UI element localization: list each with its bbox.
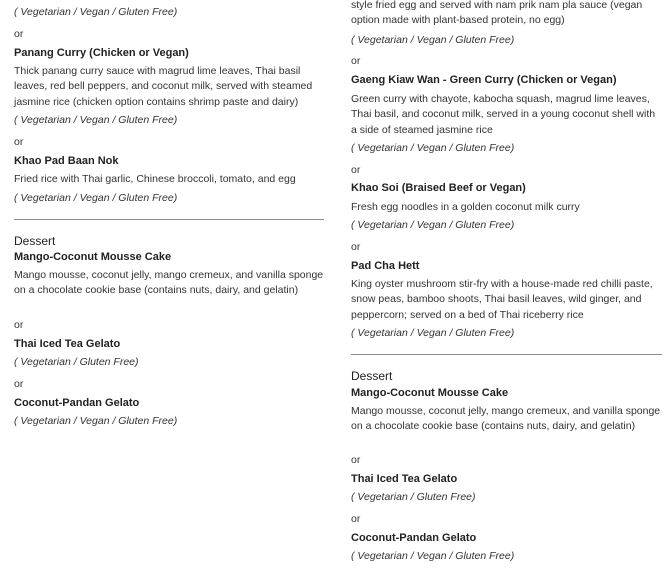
section-heading-dessert: Dessert <box>351 369 393 383</box>
menu-item-title: Thai Iced Tea Gelato <box>351 473 458 485</box>
or-separator: or <box>14 319 24 331</box>
or-separator: or <box>351 513 361 525</box>
or-separator: or <box>351 164 361 176</box>
menu-item-title: Coconut-Pandan Gelato <box>14 397 140 409</box>
dietary-tag: ( Vegetarian / Vegan / Gluten Free) <box>14 415 178 427</box>
or-separator: or <box>14 378 24 390</box>
or-separator: or <box>351 55 361 67</box>
section-divider <box>14 219 324 220</box>
menu-item-title: Khao Pad Baan Nok <box>14 155 119 167</box>
or-separator: or <box>14 136 24 148</box>
menu-item-title: Gaeng Kiaw Wan - Green Curry (Chicken or Vegan) <box>351 74 617 86</box>
dietary-tag: ( Vegetarian / Vegan / Gluten Free) <box>14 6 178 18</box>
dietary-tag: ( Vegetarian / Vegan / Gluten Free) <box>14 114 178 126</box>
menu-item-title: Khao Soi (Braised Beef or Vegan) <box>351 182 526 194</box>
menu-item-description: Green curry with chayote, kabocha squash, magrud lime leaves, Thai basil, and coconut milk, served in a young coconut shell with a side of steamed jasmine rice <box>351 93 656 136</box>
dietary-tag: ( Vegetarian / Vegan / Gluten Free) <box>351 550 515 562</box>
section-divider <box>351 354 662 355</box>
menu-item-title: Panang Curry (Chicken or Vegan) <box>14 47 189 59</box>
menu-item-title: Mango-Coconut Mousse Cake <box>351 387 509 399</box>
dietary-tag: ( Vegetarian / Vegan / Gluten Free) <box>351 219 515 231</box>
dietary-tag: ( Vegetarian / Gluten Free) <box>351 491 476 503</box>
dietary-tag: ( Vegetarian / Vegan / Gluten Free) <box>351 327 515 339</box>
dietary-tag: ( Vegetarian / Vegan / Gluten Free) <box>14 192 178 204</box>
menu-item-description: King oyster mushroom stir-fry with a house-made red chilli paste, snow peas, bamboo shoots, Thai basil leaves, wild ginger, and peppercorn; served on a bed of Thai riceberry rice <box>351 278 653 321</box>
dietary-tag: ( Vegetarian / Gluten Free) <box>14 356 139 368</box>
menu-item-title: Thai Iced Tea Gelato <box>14 338 121 350</box>
or-separator: or <box>351 454 361 466</box>
menu-item-description: Mango mousse, coconut jelly, mango cremeux, and vanilla sponge on a chocolate cookie base (contains nuts, dairy, and gelatin) <box>351 405 661 433</box>
menu-item-description: style fried egg and served with nam prik nam pla sauce (vegan option made with plant-based protein, no egg) <box>351 0 643 27</box>
menu-item-title: Pad Cha Hett <box>351 260 420 272</box>
menu-item-title: Mango-Coconut Mousse Cake <box>14 251 172 263</box>
menu-item-description: Fried rice with Thai garlic, Chinese broccoli, tomato, and egg <box>14 173 296 185</box>
dietary-tag: ( Vegetarian / Vegan / Gluten Free) <box>351 34 515 46</box>
menu-item-description: Mango mousse, coconut jelly, mango cremeux, and vanilla sponge on a chocolate cookie base (contains nuts, dairy, and gelatin) <box>14 269 324 297</box>
section-heading-dessert: Dessert <box>14 234 56 248</box>
menu-item-title: Coconut-Pandan Gelato <box>351 532 477 544</box>
menu-item-description: Fresh egg noodles in a golden coconut milk curry <box>351 201 580 213</box>
or-separator: or <box>351 241 361 253</box>
menu-item-description: Thick panang curry sauce with magrud lime leaves, Thai basil leaves, red bell peppers, and coconut milk, served with steamed jasmine rice (chicken option contains shrimp paste and dairy) <box>14 65 313 108</box>
dietary-tag: ( Vegetarian / Vegan / Gluten Free) <box>351 142 515 154</box>
or-separator: or <box>14 28 24 40</box>
